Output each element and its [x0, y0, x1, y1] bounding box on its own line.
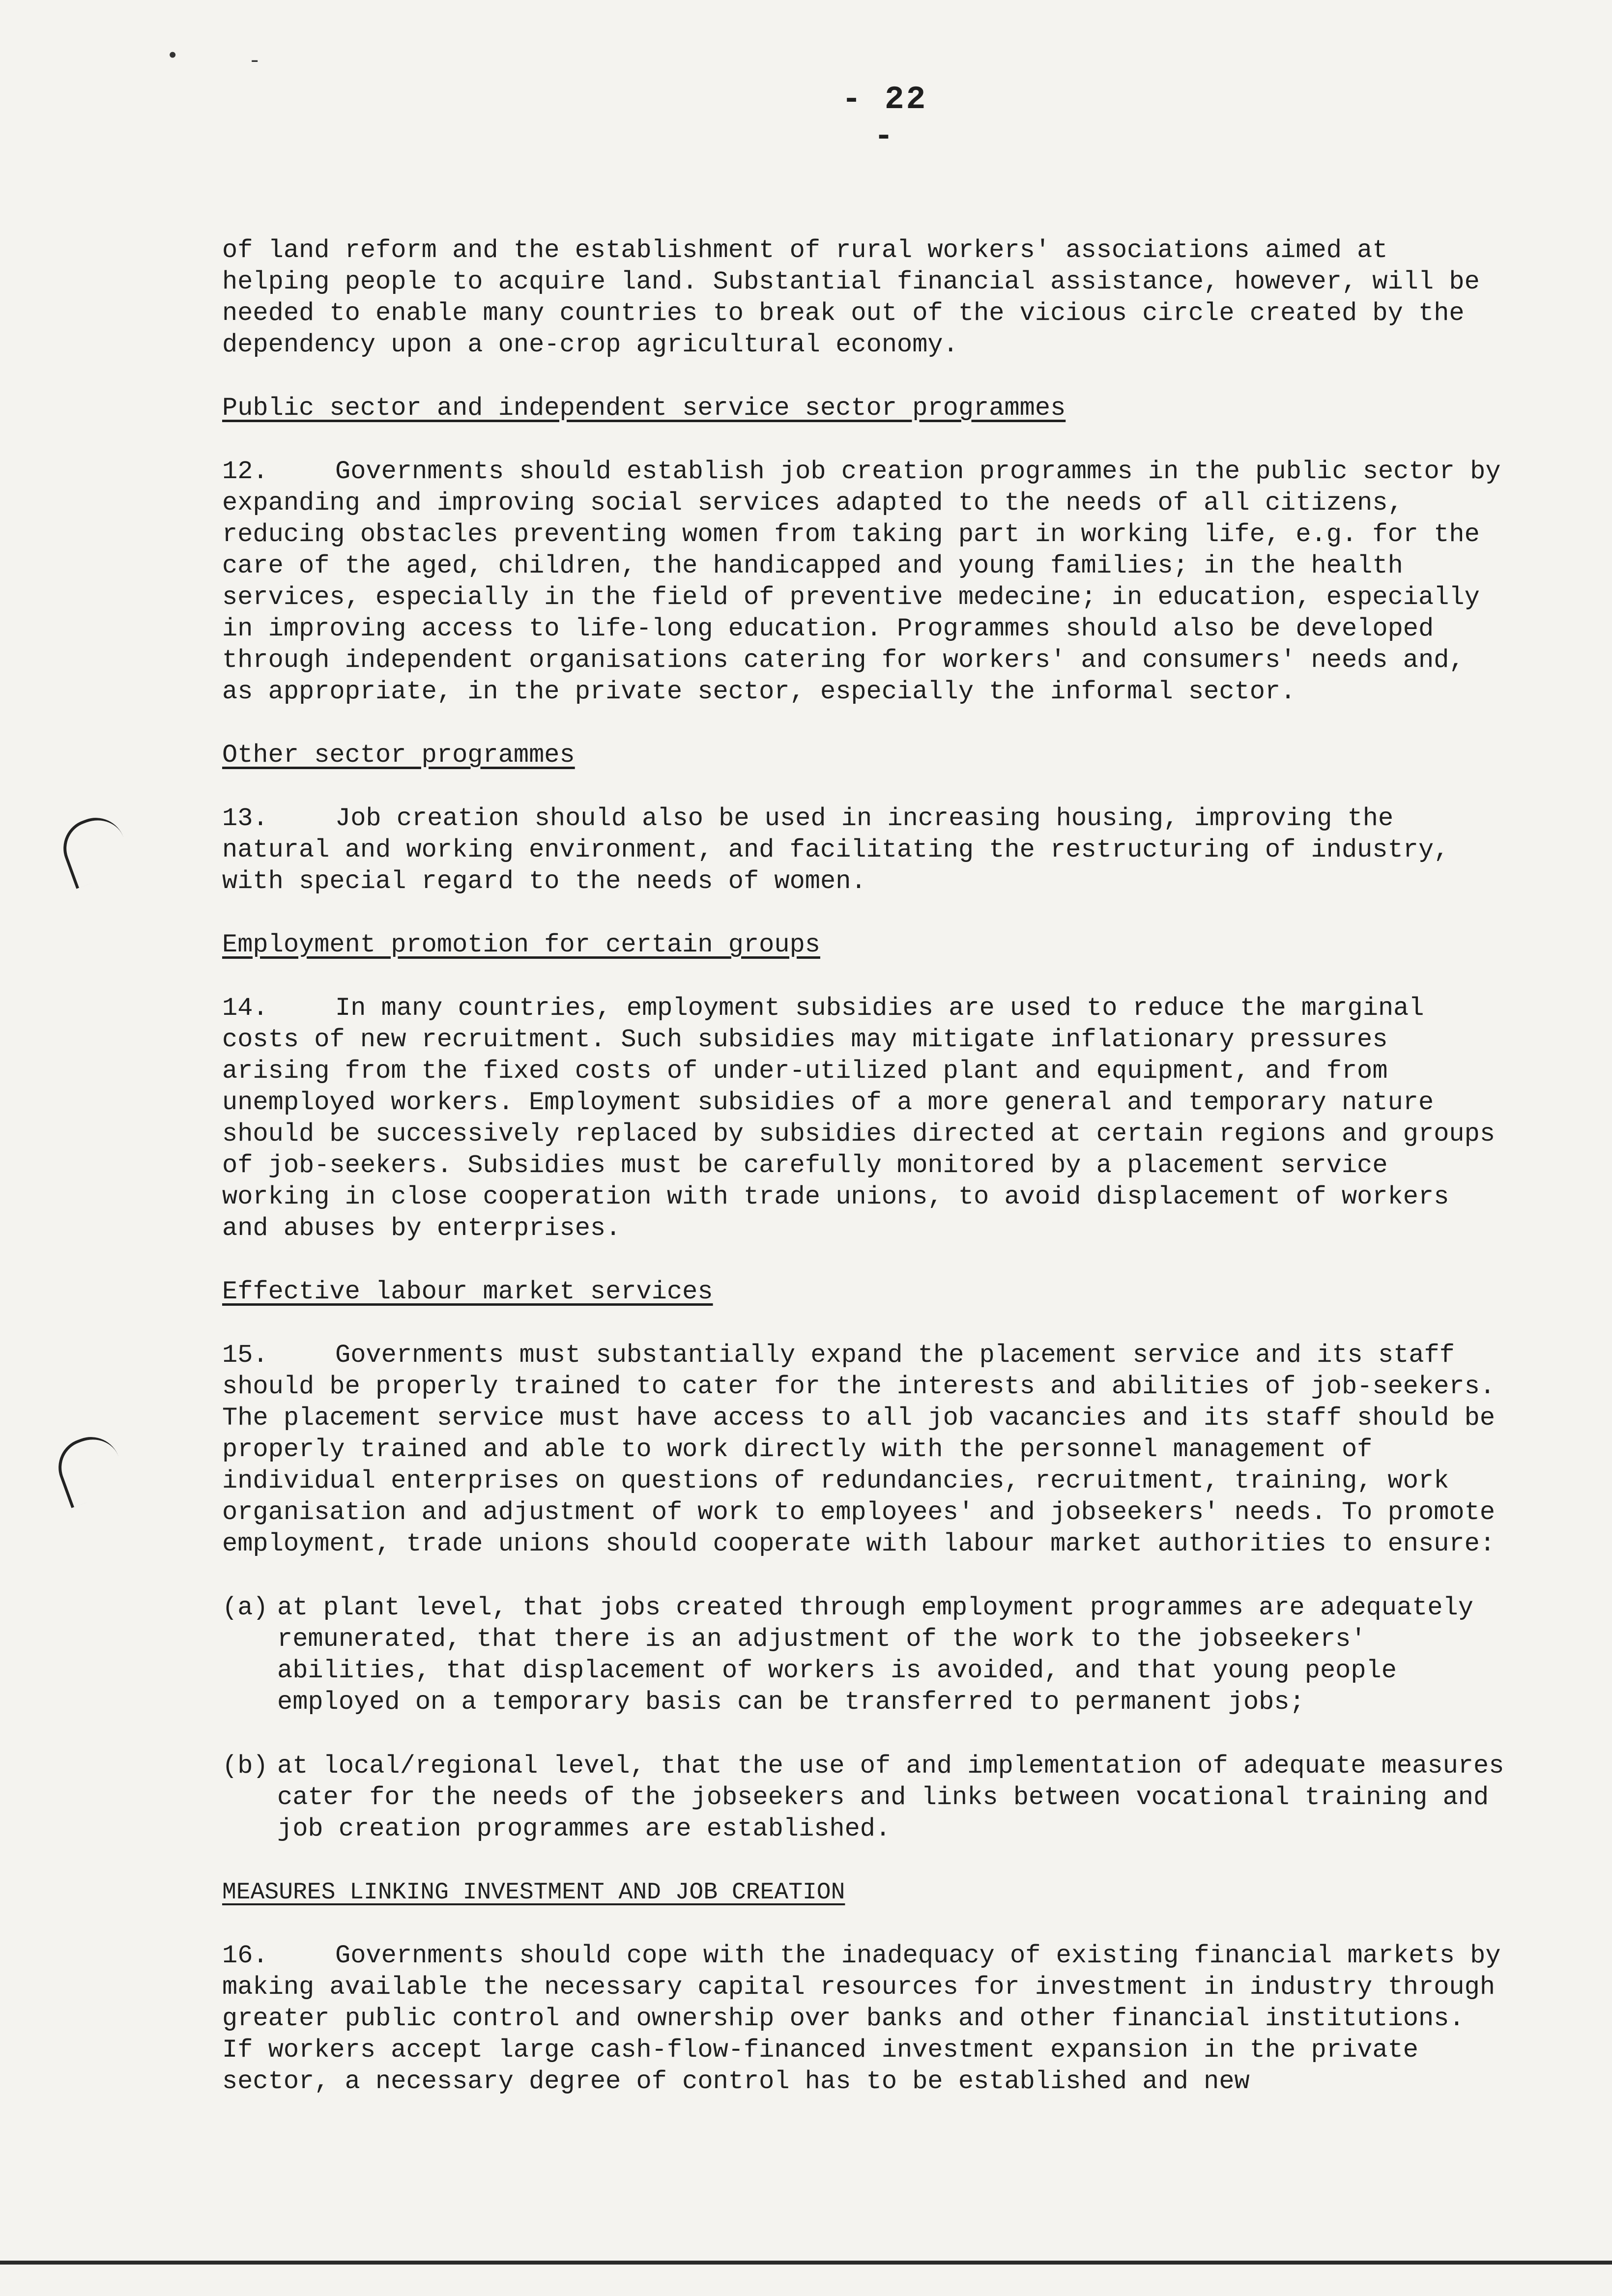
section-investment — [222, 1877, 1510, 2097]
document-body — [222, 235, 1510, 2130]
paragraph-number: 14. — [222, 994, 268, 1023]
paragraph-text: Governments should cope with the inadequacy of existing financial markets by making available the necessary capital resources for investment in industry through greater public control and ownership over banks and other financial institutions. If workers accept large cash-flow-financed investment expansion in the private sector, a necessary degree of control has to be established and new — [222, 1941, 1501, 2096]
paragraph-13 — [222, 803, 1510, 897]
section-other-sector — [222, 740, 1510, 897]
section-labour-market — [222, 1277, 1510, 1845]
paragraph-15 — [222, 1340, 1510, 1560]
paragraph-number: 15. — [222, 1341, 268, 1370]
paragraph-number: 13. — [222, 804, 268, 833]
list-item-text: at plant level, that jobs created through employment programmes are adequately remunerated, that there is an adjustment of the work to the jobseekers' abilities, that displacement of workers is avoided, and that young people employed on a temporary basis can be transferred to permanent jobs; — [277, 1593, 1473, 1717]
page-number: - 22 - — [841, 81, 928, 155]
list-item — [222, 1592, 1510, 1718]
paragraph-14 — [222, 993, 1510, 1244]
stray-mark: - — [248, 49, 261, 74]
section-heading: Effective labour market services — [222, 1277, 713, 1306]
list-item-label: (a) — [222, 1593, 268, 1622]
paragraph-text: Governments must substantially expand the placement service and its staff should be properly trained to cater for the interests and abilities of job-seekers. The placement service must have access to all job vacancies and its staff should be properly trained and able to work directly with the personnel management of individual enterprises on questions of redundancies, recruitment, training, work organisation and adjustment of work to employees' and jobseekers' needs. To promote employment, trade unions should cooperate with labour market authorities to ensure: — [222, 1341, 1496, 1558]
margin-arc-mark — [55, 809, 134, 889]
list-item-label: (b) — [222, 1751, 268, 1780]
stray-mark: • — [166, 44, 179, 69]
intro-paragraph-block — [222, 235, 1510, 361]
paragraph-12 — [222, 456, 1510, 708]
section-public-sector — [222, 393, 1510, 708]
bottom-edge-line — [0, 2261, 1612, 2265]
paragraph-number: 16. — [222, 1941, 268, 1970]
list-item — [222, 1751, 1510, 1845]
section-heading: Public sector and independent service sector programmes — [222, 394, 1066, 423]
list-item-text: at local/regional level, that the use of and implementation of adequate measures cater for the needs of the jobseekers and links between vocational training and job creation programmes are established. — [277, 1751, 1504, 1843]
paragraph-text: Job creation should also be used in increasing housing, improving the natural and working environment, and facilitating the restructuring of industry, with special regard to the needs of women. — [222, 804, 1449, 896]
section-heading: MEASURES LINKING INVESTMENT AND JOB CREATION — [222, 1879, 845, 1906]
margin-arc-mark — [50, 1429, 129, 1508]
paragraph-text: Governments should establish job creation programmes in the public sector by expanding and improving social services adapted to the needs of all citizens, reducing obstacles preventing women from taking part in working life, e.g. for the care of the aged, children, the handicapped and young families; in the health services, especially in the field of preventive medecine; in education, especially in improving access to life-long education. Programmes should also be developed through independent organisations catering for workers' and consumers' needs and, as appropriate, in the private sector, especially the informal sector. — [222, 457, 1501, 706]
intro-paragraph: of land reform and the establishment of rural workers' associations aimed at helping people to acquire land. Substantial financial assistance, however, will be needed to enable many countries to break out of the vicious circle created by the dependency upon a one-crop agricultural economy. — [222, 236, 1480, 359]
section-employment-promotion — [222, 930, 1510, 1244]
paragraph-number: 12. — [222, 457, 268, 486]
paragraph-16 — [222, 1940, 1510, 2097]
section-heading: Employment promotion for certain groups — [222, 930, 820, 959]
paragraph-text: In many countries, employment subsidies are used to reduce the marginal costs of new recruitment. Such subsidies may mitigate inflationary pressures arising from the fixed costs of under-utilized plant and equipment, and from unemployed workers. Employment subsidies of a more general and temporary nature should be successively replaced by subsidies directed at certain regions and groups of job-seekers. Subsidies must be carefully monitored by a placement service working in close cooperation with trade unions, to avoid displacement of workers and abuses by enterprises. — [222, 994, 1496, 1243]
section-heading: Other sector programmes — [222, 741, 575, 770]
